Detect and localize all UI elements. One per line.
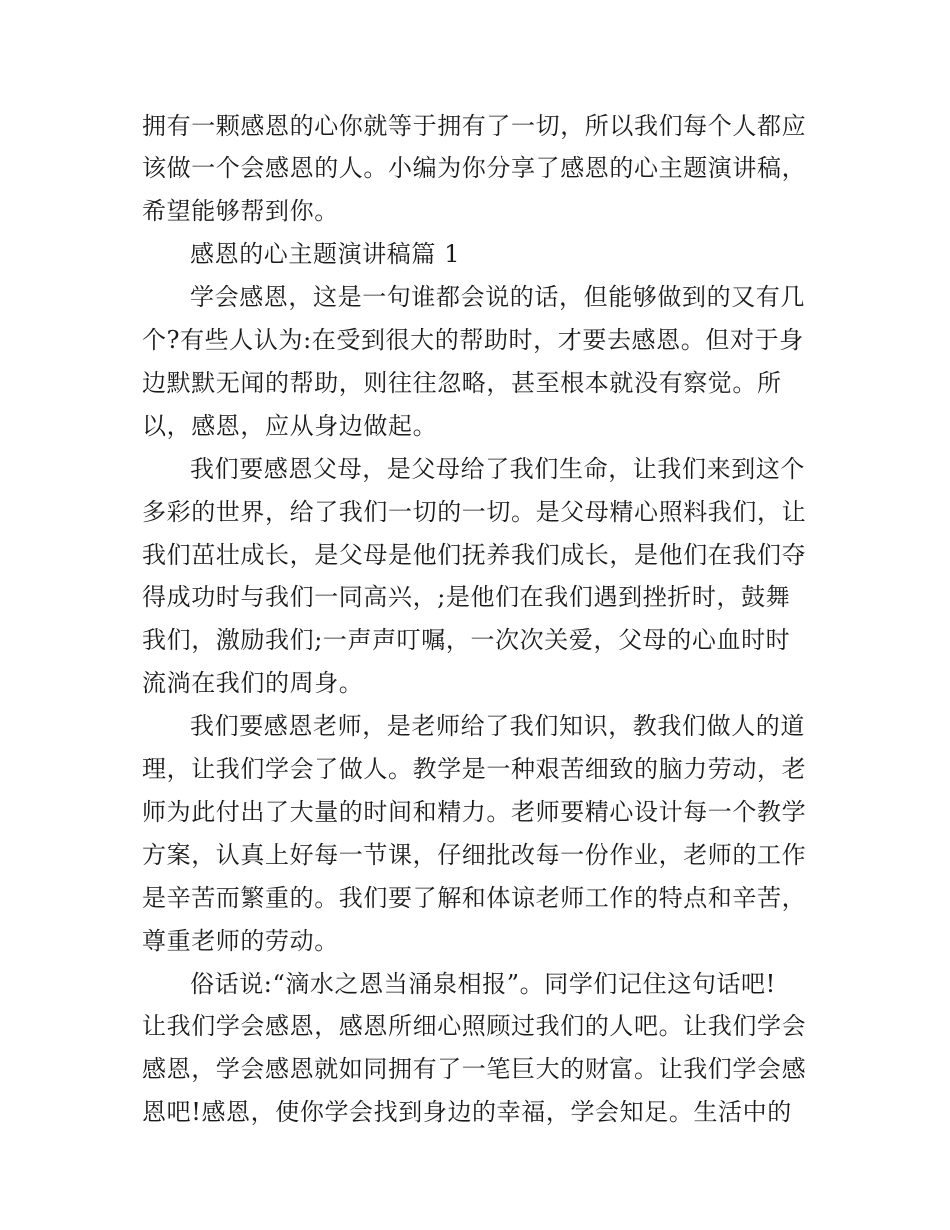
text-line: 边默默无闻的帮助，则往往忽略，甚至根本就没有察觉。所 <box>142 369 782 397</box>
text-line: 恩吧!感恩，使你学会找到身边的幸福，学会知足。生活中的 <box>142 1098 792 1126</box>
text-line: 是辛苦而繁重的。我们要了解和体谅老师工作的特点和辛苦， <box>142 884 807 912</box>
text-line: 希望能够帮到你。 <box>142 197 339 225</box>
text-line: 让我们学会感恩，感恩所细心照顾过我们的人吧。让我们学会 <box>142 1012 807 1040</box>
text-line: 流淌在我们的周身。 <box>142 669 364 697</box>
text-line: 我们要感恩老师，是老师给了我们知识，教我们做人的道 <box>190 712 805 740</box>
text-line: 尊重老师的劳动。 <box>142 927 339 955</box>
text-line: 拥有一颗感恩的心你就等于拥有了一切，所以我们每个人都应 <box>142 112 807 140</box>
text-line: 理，让我们学会了做人。教学是一种艰苦细致的脑力劳动，老 <box>142 755 807 783</box>
section-heading: 感恩的心主题演讲稿篇 1 <box>190 240 461 268</box>
text-line: 方案，认真上好每一节课，仔细批改每一份作业，老师的工作 <box>142 841 807 869</box>
text-line: 师为此付出了大量的时间和精力。老师要精心设计每一个教学 <box>142 798 807 826</box>
text-line: 得成功时与我们一同高兴，;是他们在我们遇到挫折时，鼓舞 <box>142 583 791 611</box>
text-line: 俗话说:“滴水之恩当涌泉相报”。同学们记住这句话吧! <box>190 970 776 998</box>
text-line: 学会感恩，这是一句谁都会说的话，但能够做到的又有几 <box>190 283 805 311</box>
text-line: 个?有些人认为:在受到很大的帮助时，才要去感恩。但对于身 <box>142 326 804 354</box>
text-line: 以，感恩，应从身边做起。 <box>142 412 438 440</box>
text-line: 感恩，学会感恩就如同拥有了一笔巨大的财富。让我们学会感 <box>142 1055 807 1083</box>
text-line: 我们茁壮成长，是父母是他们抚养我们成长，是他们在我们夺 <box>142 541 807 569</box>
text-line: 我们，激励我们;一声声叮嘱，一次次关爱，父母的心血时时 <box>142 626 791 654</box>
text-line: 该做一个会感恩的人。小编为你分享了感恩的心主题演讲稿， <box>142 154 807 182</box>
text-line: 多彩的世界，给了我们一切的一切。是父母精心照料我们，让 <box>142 498 807 526</box>
text-line: 我们要感恩父母，是父母给了我们生命，让我们来到这个 <box>190 455 805 483</box>
